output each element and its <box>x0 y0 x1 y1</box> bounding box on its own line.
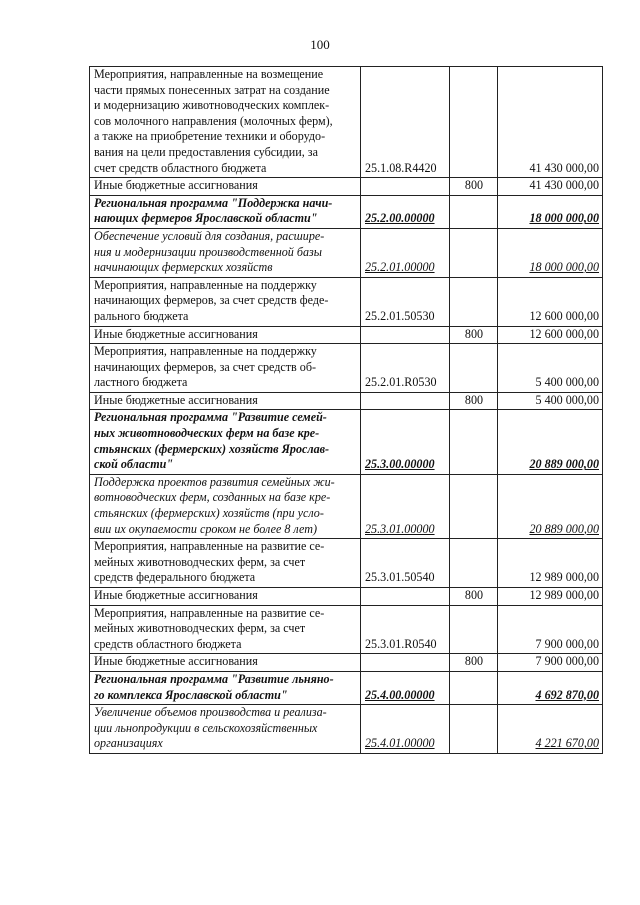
row-sum-cell: 12 989 000,00 <box>498 539 603 588</box>
row-expense-kind-cell: 800 <box>450 178 498 196</box>
table-row <box>90 228 603 277</box>
row-name-cell: Мероприятия, направленные на поддержку начинающих фермеров, за счет средств об- ластного бюджета <box>90 344 361 393</box>
row-code-cell <box>361 326 450 344</box>
row-code-cell: 25.2.01.50530 <box>361 277 450 326</box>
row-code-cell: 25.2.01.00000 <box>361 228 450 277</box>
row-name-cell: Мероприятия, направленные на развитие се- мейных животноводческих ферм, за счет средств областного бюджета <box>90 605 361 654</box>
row-name-cell: Иные бюджетные ассигнования <box>90 392 361 410</box>
row-name-cell: Региональная программа "Поддержка начи- нающих фермеров Ярославской области" <box>90 195 361 228</box>
row-name-cell: Региональная программа "Развитие семей- ных животноводческих ферм на базе кре- стьянских (фермерских) хозяйств Ярослав- ской области" <box>90 410 361 474</box>
table-row <box>90 392 603 410</box>
row-sum-cell: 18 000 000,00 <box>498 228 603 277</box>
row-sum-cell: 41 430 000,00 <box>498 67 603 178</box>
row-code-cell: 25.2.00.00000 <box>361 195 450 228</box>
row-name-cell: Иные бюджетные ассигнования <box>90 654 361 672</box>
row-code-cell: 25.3.00.00000 <box>361 410 450 474</box>
table-row <box>90 705 603 754</box>
row-code-cell: 25.3.01.R0540 <box>361 605 450 654</box>
table-row <box>90 671 603 704</box>
table-row <box>90 654 603 672</box>
row-expense-kind-cell <box>450 474 498 538</box>
row-sum-cell: 12 600 000,00 <box>498 277 603 326</box>
row-code-cell: 25.4.00.00000 <box>361 671 450 704</box>
row-sum-cell: 4 692 870,00 <box>498 671 603 704</box>
row-sum-cell: 41 430 000,00 <box>498 178 603 196</box>
row-name-cell: Иные бюджетные ассигнования <box>90 588 361 606</box>
budget-table <box>89 66 603 754</box>
row-code-cell: 25.4.01.00000 <box>361 705 450 754</box>
row-sum-cell: 18 000 000,00 <box>498 195 603 228</box>
table-row <box>90 588 603 606</box>
row-code-cell: 25.2.01.R0530 <box>361 344 450 393</box>
row-expense-kind-cell: 800 <box>450 326 498 344</box>
table-row <box>90 539 603 588</box>
row-expense-kind-cell <box>450 67 498 178</box>
row-code-cell: 25.1.08.R4420 <box>361 67 450 178</box>
table-row <box>90 195 603 228</box>
row-code-cell <box>361 392 450 410</box>
table-row <box>90 178 603 196</box>
table-row <box>90 474 603 538</box>
row-code-cell: 25.3.01.00000 <box>361 474 450 538</box>
table-row <box>90 326 603 344</box>
row-sum-cell: 7 900 000,00 <box>498 605 603 654</box>
row-expense-kind-cell <box>450 228 498 277</box>
row-expense-kind-cell <box>450 671 498 704</box>
row-name-cell: Поддержка проектов развития семейных жи- вотноводческих ферм, созданных на базе кре- стьянских (фермерских) хозяйств (при усло- вии их окупаемости сроком не более 8 лет) <box>90 474 361 538</box>
row-expense-kind-cell: 800 <box>450 392 498 410</box>
row-name-cell: Увеличение объемов производства и реализа- ции льнопродукции в сельскохозяйственных организациях <box>90 705 361 754</box>
row-sum-cell: 4 221 670,00 <box>498 705 603 754</box>
row-sum-cell: 7 900 000,00 <box>498 654 603 672</box>
table-row <box>90 277 603 326</box>
row-expense-kind-cell <box>450 705 498 754</box>
row-name-cell: Иные бюджетные ассигнования <box>90 326 361 344</box>
row-sum-cell: 5 400 000,00 <box>498 392 603 410</box>
row-sum-cell: 20 889 000,00 <box>498 474 603 538</box>
row-name-cell: Мероприятия, направленные на поддержку начинающих фермеров, за счет средств феде- рального бюджета <box>90 277 361 326</box>
table-row <box>90 67 603 178</box>
row-sum-cell: 12 989 000,00 <box>498 588 603 606</box>
table-row <box>90 410 603 474</box>
row-code-cell <box>361 654 450 672</box>
row-code-cell <box>361 178 450 196</box>
row-sum-cell: 20 889 000,00 <box>498 410 603 474</box>
row-name-cell: Региональная программа "Развитие льняно- го комплекса Ярославской области" <box>90 671 361 704</box>
row-expense-kind-cell <box>450 195 498 228</box>
row-code-cell <box>361 588 450 606</box>
table-row <box>90 344 603 393</box>
row-name-cell: Обеспечение условий для создания, расшире- ния и модернизации производственной базы начинающих фермерских хозяйств <box>90 228 361 277</box>
row-expense-kind-cell <box>450 410 498 474</box>
row-expense-kind-cell <box>450 539 498 588</box>
budget-table-body <box>90 67 603 754</box>
table-row <box>90 605 603 654</box>
row-expense-kind-cell: 800 <box>450 588 498 606</box>
row-expense-kind-cell <box>450 344 498 393</box>
row-sum-cell: 12 600 000,00 <box>498 326 603 344</box>
row-code-cell: 25.3.01.50540 <box>361 539 450 588</box>
row-expense-kind-cell: 800 <box>450 654 498 672</box>
row-name-cell: Мероприятия, направленные на возмещение части прямых понесенных затрат на создание и модернизацию животноводческих комплек- сов молочного направления (молочных ферм), а также на приобретение техники и оборудо- вания на цели предоставления субсидии, за счет средств областного бюджета <box>90 67 361 178</box>
row-name-cell: Иные бюджетные ассигнования <box>90 178 361 196</box>
row-expense-kind-cell <box>450 605 498 654</box>
page-number: 100 <box>310 37 330 52</box>
row-name-cell: Мероприятия, направленные на развитие се- мейных животноводческих ферм, за счет средств федерального бюджета <box>90 539 361 588</box>
row-expense-kind-cell <box>450 277 498 326</box>
row-sum-cell: 5 400 000,00 <box>498 344 603 393</box>
